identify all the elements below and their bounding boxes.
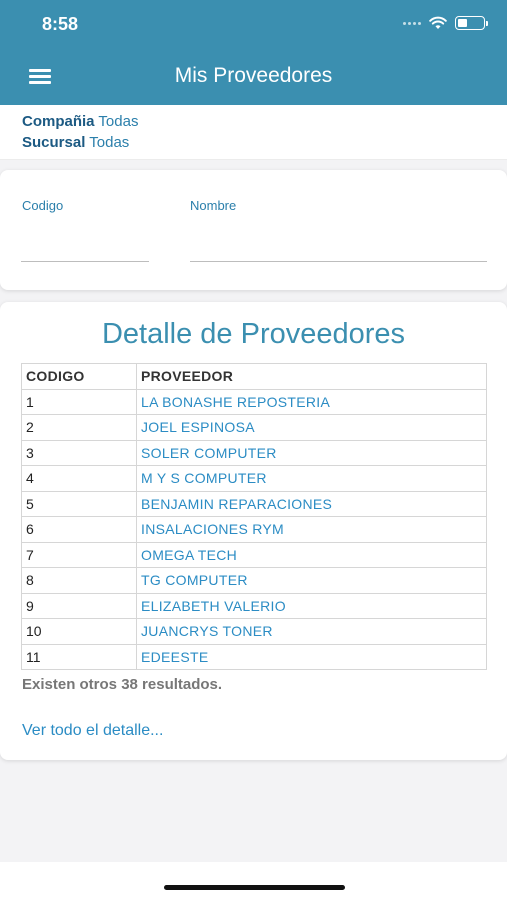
home-indicator[interactable] [164, 885, 345, 890]
row-supplier-link[interactable]: BENJAMIN REPARACIONES [137, 491, 487, 517]
row-supplier-link[interactable]: M Y S COMPUTER [137, 466, 487, 492]
company-value: Todas [98, 113, 139, 130]
see-all-link[interactable]: Ver todo el detalle... [22, 722, 164, 739]
row-code: 11 [22, 644, 137, 670]
row-supplier-link[interactable]: TG COMPUTER [137, 568, 487, 594]
page-title: Mis Proveedores [174, 64, 333, 87]
row-supplier-link[interactable]: JUANCRYS TONER [137, 619, 487, 645]
table-row[interactable] [22, 415, 487, 441]
table-row[interactable] [22, 619, 487, 645]
table-header-row [22, 364, 487, 390]
table-row[interactable] [22, 568, 487, 594]
suppliers-table [21, 363, 487, 670]
column-header-code: CODIGO [22, 364, 137, 390]
table-row[interactable] [22, 466, 487, 492]
row-supplier-link[interactable]: INSALACIONES RYM [137, 517, 487, 543]
branch-value: Todas [89, 134, 130, 151]
row-code: 3 [22, 440, 137, 466]
table-row[interactable] [22, 389, 487, 415]
status-time: 8:58 [42, 14, 79, 34]
more-results-text: Existen otros 38 resultados. [22, 676, 223, 693]
row-supplier-link[interactable]: EDEESTE [137, 644, 487, 670]
row-code: 8 [22, 568, 137, 594]
row-code: 5 [22, 491, 137, 517]
table-row[interactable] [22, 542, 487, 568]
company-filter [22, 113, 138, 130]
row-code: 4 [22, 466, 137, 492]
wifi-icon [429, 16, 447, 30]
row-code: 2 [22, 415, 137, 441]
branch-label: Sucursal [22, 134, 86, 151]
row-code: 7 [22, 542, 137, 568]
detail-card [0, 302, 507, 760]
row-code: 10 [22, 619, 137, 645]
name-input[interactable] [190, 240, 487, 262]
bottom-safe-area [0, 862, 507, 900]
signal-dots-icon [403, 22, 421, 25]
row-supplier-link[interactable]: ELIZABETH VALERIO [137, 593, 487, 619]
row-supplier-link[interactable]: SOLER COMPUTER [137, 440, 487, 466]
branch-filter [22, 134, 129, 151]
code-field-label: Codigo [22, 198, 64, 213]
table-row[interactable] [22, 644, 487, 670]
row-code: 1 [22, 389, 137, 415]
table-row[interactable] [22, 517, 487, 543]
code-input[interactable] [21, 240, 149, 262]
search-card [0, 170, 507, 290]
row-supplier-link[interactable]: OMEGA TECH [137, 542, 487, 568]
row-code: 9 [22, 593, 137, 619]
row-supplier-link[interactable]: JOEL ESPINOSA [137, 415, 487, 441]
battery-icon [455, 16, 485, 30]
filter-summary [0, 105, 507, 160]
row-code: 6 [22, 517, 137, 543]
app-header [0, 0, 507, 105]
table-row[interactable] [22, 593, 487, 619]
status-icons [403, 16, 485, 30]
table-row[interactable] [22, 491, 487, 517]
company-label: Compañia [22, 113, 95, 130]
table-row[interactable] [22, 440, 487, 466]
row-supplier-link[interactable]: LA BONASHE REPOSTERIA [137, 389, 487, 415]
column-header-supplier: PROVEEDOR [137, 364, 487, 390]
detail-title: Detalle de Proveedores [101, 318, 406, 350]
name-field-label: Nombre [190, 198, 237, 213]
